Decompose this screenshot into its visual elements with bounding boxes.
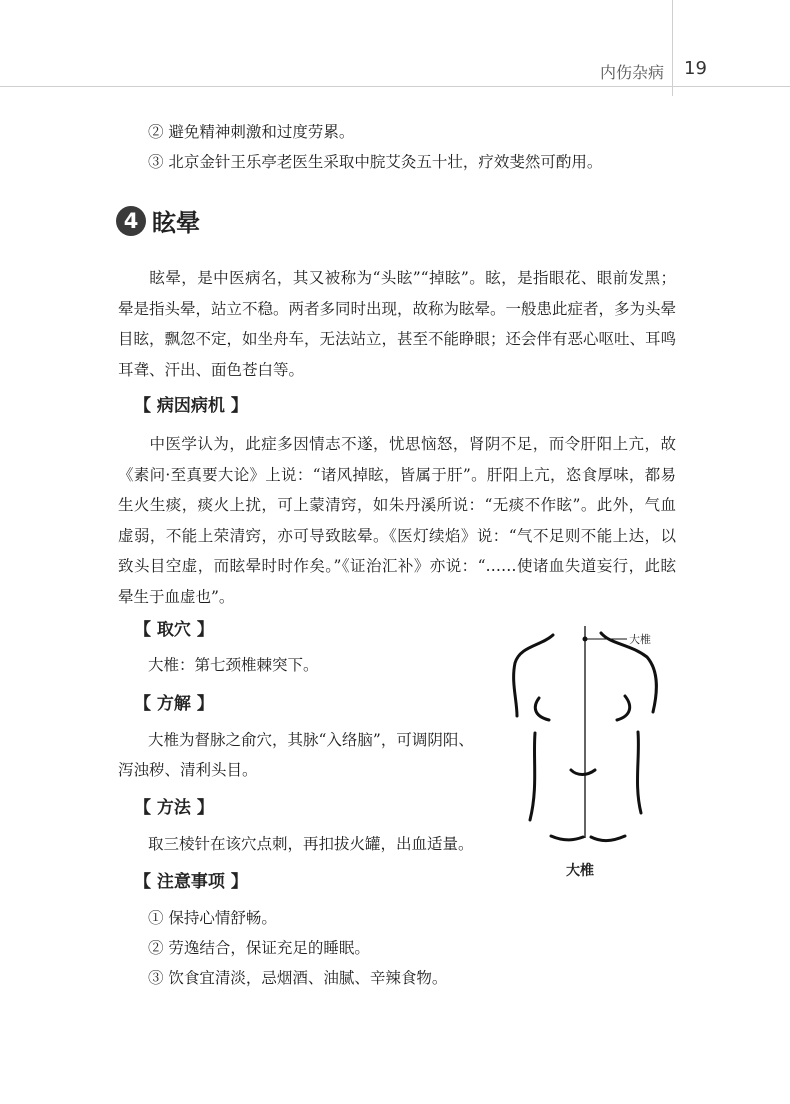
explanation-line-1: 大椎为督脉之俞穴，其脉“入络脑”，可调阴阳、 xyxy=(148,731,474,749)
right-hip-line xyxy=(591,836,625,841)
dazhui-label: 大椎 xyxy=(629,633,651,646)
intro-text: 眩晕，是中医病名，其又被称为“头眩”“掉眩”。眩，是指眼花、眼前发黑；晕是指头晕，站立不稳。两者多同时出现，故称为眩晕。一般患此症者，多为头晕目眩，飘忽不定，如坐舟车，无法站立，甚至不能睁眼；还会伴有恶心呕吐、耳鸣耳聋、汗出、面色苍白等。 xyxy=(118,269,677,379)
left-shoulder-line xyxy=(514,635,553,716)
right-waist-line xyxy=(637,732,641,813)
section-title: 眩晕 xyxy=(152,209,200,237)
etiology-heading: 【 病因病机 】 xyxy=(134,396,248,416)
left-scapula-line xyxy=(535,698,549,720)
method-heading: 【 方法 】 xyxy=(134,798,214,818)
acupoint-text: 大椎：第七颈椎棘突下。 xyxy=(148,656,319,674)
section-number-badge: 4 xyxy=(116,206,146,236)
running-head: 内伤杂病 xyxy=(599,63,664,82)
prev-item-3: ③ 北京金针王乐亭老医生采取中脘艾灸五十壮，疗效斐然可酌用。 xyxy=(148,153,603,171)
acupoint-heading: 【 取穴 】 xyxy=(134,620,214,640)
figure-caption: 大椎 xyxy=(566,863,594,879)
note-item-1: ① 保持心情舒畅。 xyxy=(148,909,277,927)
note-item-3: ③ 饮食宜清淡，忌烟酒、油腻、辛辣食物。 xyxy=(148,969,448,987)
left-waist-line xyxy=(530,733,535,820)
note-item-2: ② 劳逸结合，保证充足的睡眠。 xyxy=(148,939,370,957)
etiology-text: 中医学认为，此症多因情志不遂，忧思恼怒，肾阴不足，而令肝阳上亢，故《素问·至真要大论》上说：“诸风掉眩，皆属于肝”。肝阳上亢，恣食厚味，都易生火生痰，痰火上扰，可上蒙清窍，如朱丹溪所说：“无痰不作眩”。此外，气血虚弱，不能上荣清窍，亦可导致眩晕。《医灯续焰》说：“气不足则不能上达，以致头目空虚，而眩晕时时作矣。”《证治汇补》亦说：“……使诸血失道妄行，此眩晕生于血虚也”。 xyxy=(118,435,676,606)
explanation-line-2: 泻浊秽、清利头目。 xyxy=(118,761,258,779)
back-acupoint-figure xyxy=(505,620,675,880)
section-heading xyxy=(116,203,200,238)
lumbar-curve xyxy=(571,770,595,775)
etiology-paragraph xyxy=(118,429,676,612)
left-hip-line xyxy=(551,836,583,840)
page-number: 19 xyxy=(684,58,707,79)
explanation-heading: 【 方解 】 xyxy=(134,694,214,714)
intro-paragraph xyxy=(118,263,676,385)
method-text: 取三棱针在该穴点刺，再扣拔火罐，出血适量。 xyxy=(148,835,474,853)
notes-heading: 【 注意事项 】 xyxy=(134,872,248,892)
header-divider xyxy=(672,0,673,96)
prev-item-2: ② 避免精神刺激和过度劳累。 xyxy=(148,123,355,141)
right-scapula-line xyxy=(617,696,630,720)
